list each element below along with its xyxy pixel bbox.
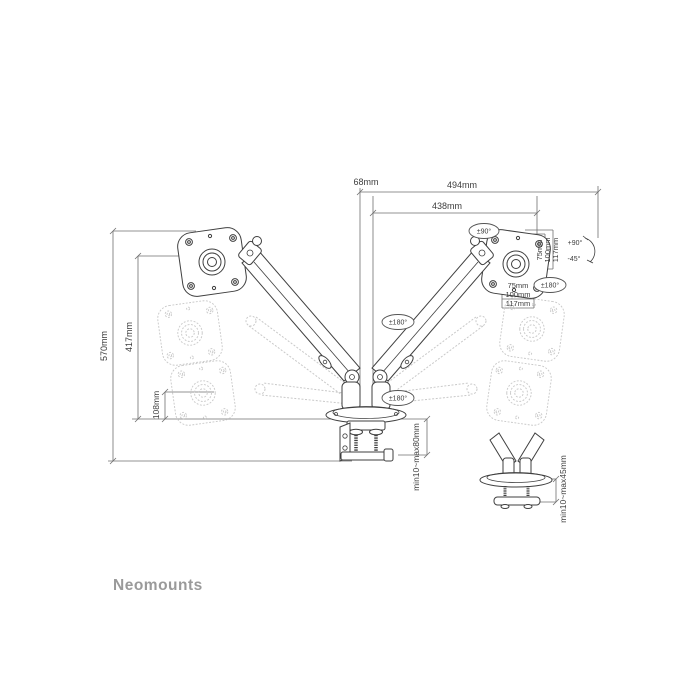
- arm-rotation-badge: [382, 315, 414, 330]
- tilt-up-label: +90°: [567, 240, 583, 247]
- min-height-label: 108mm: [151, 390, 161, 420]
- vesa-vertical-75-label: 75mm: [535, 239, 544, 261]
- desk-clamp: [340, 421, 393, 461]
- grommet-thickness-label: min10~max45mm: [558, 455, 568, 523]
- brand-logo: Neomounts: [113, 577, 203, 594]
- plate-rotation-label: ±180°: [540, 282, 560, 290]
- tilt-angle-annotation: [568, 236, 595, 263]
- base-rotation-badge: [382, 391, 414, 406]
- vesa-vertical-100-label: 100mm: [543, 237, 552, 263]
- dimension-68mm: [360, 188, 373, 392]
- left-vesa-plate: [176, 226, 248, 298]
- vesa-horizontal-117-label: 117mm: [505, 299, 531, 308]
- swivel-angle-badge: [469, 224, 499, 239]
- plate-rotation-badge: [534, 278, 566, 293]
- vesa-horizontal-100-label: 100mm: [505, 290, 531, 299]
- swivel-angle-label: ±90°: [476, 228, 492, 236]
- arm-reach-label: 438mm: [431, 201, 463, 211]
- max-reach-label: 494mm: [446, 180, 478, 190]
- vesa-horizontal-75-label: 75mm: [507, 281, 529, 290]
- vesa-vertical-117-label: 117mm: [551, 237, 560, 263]
- tilt-down-label: -45°: [567, 256, 581, 263]
- pole-offset-label: 68mm: [353, 177, 379, 187]
- base-rotation-label: ±180°: [388, 395, 408, 403]
- left-gas-spring-arm: [237, 237, 360, 411]
- grommet-mount-view: [480, 433, 552, 509]
- ghost-left-low-position: [169, 359, 352, 427]
- clamp-thickness-label: min10~max80mm: [411, 423, 421, 491]
- max-height-label: 570mm: [99, 330, 109, 362]
- arm-rotation-label: ±180°: [388, 319, 408, 327]
- arm-height-label: 417mm: [124, 321, 134, 353]
